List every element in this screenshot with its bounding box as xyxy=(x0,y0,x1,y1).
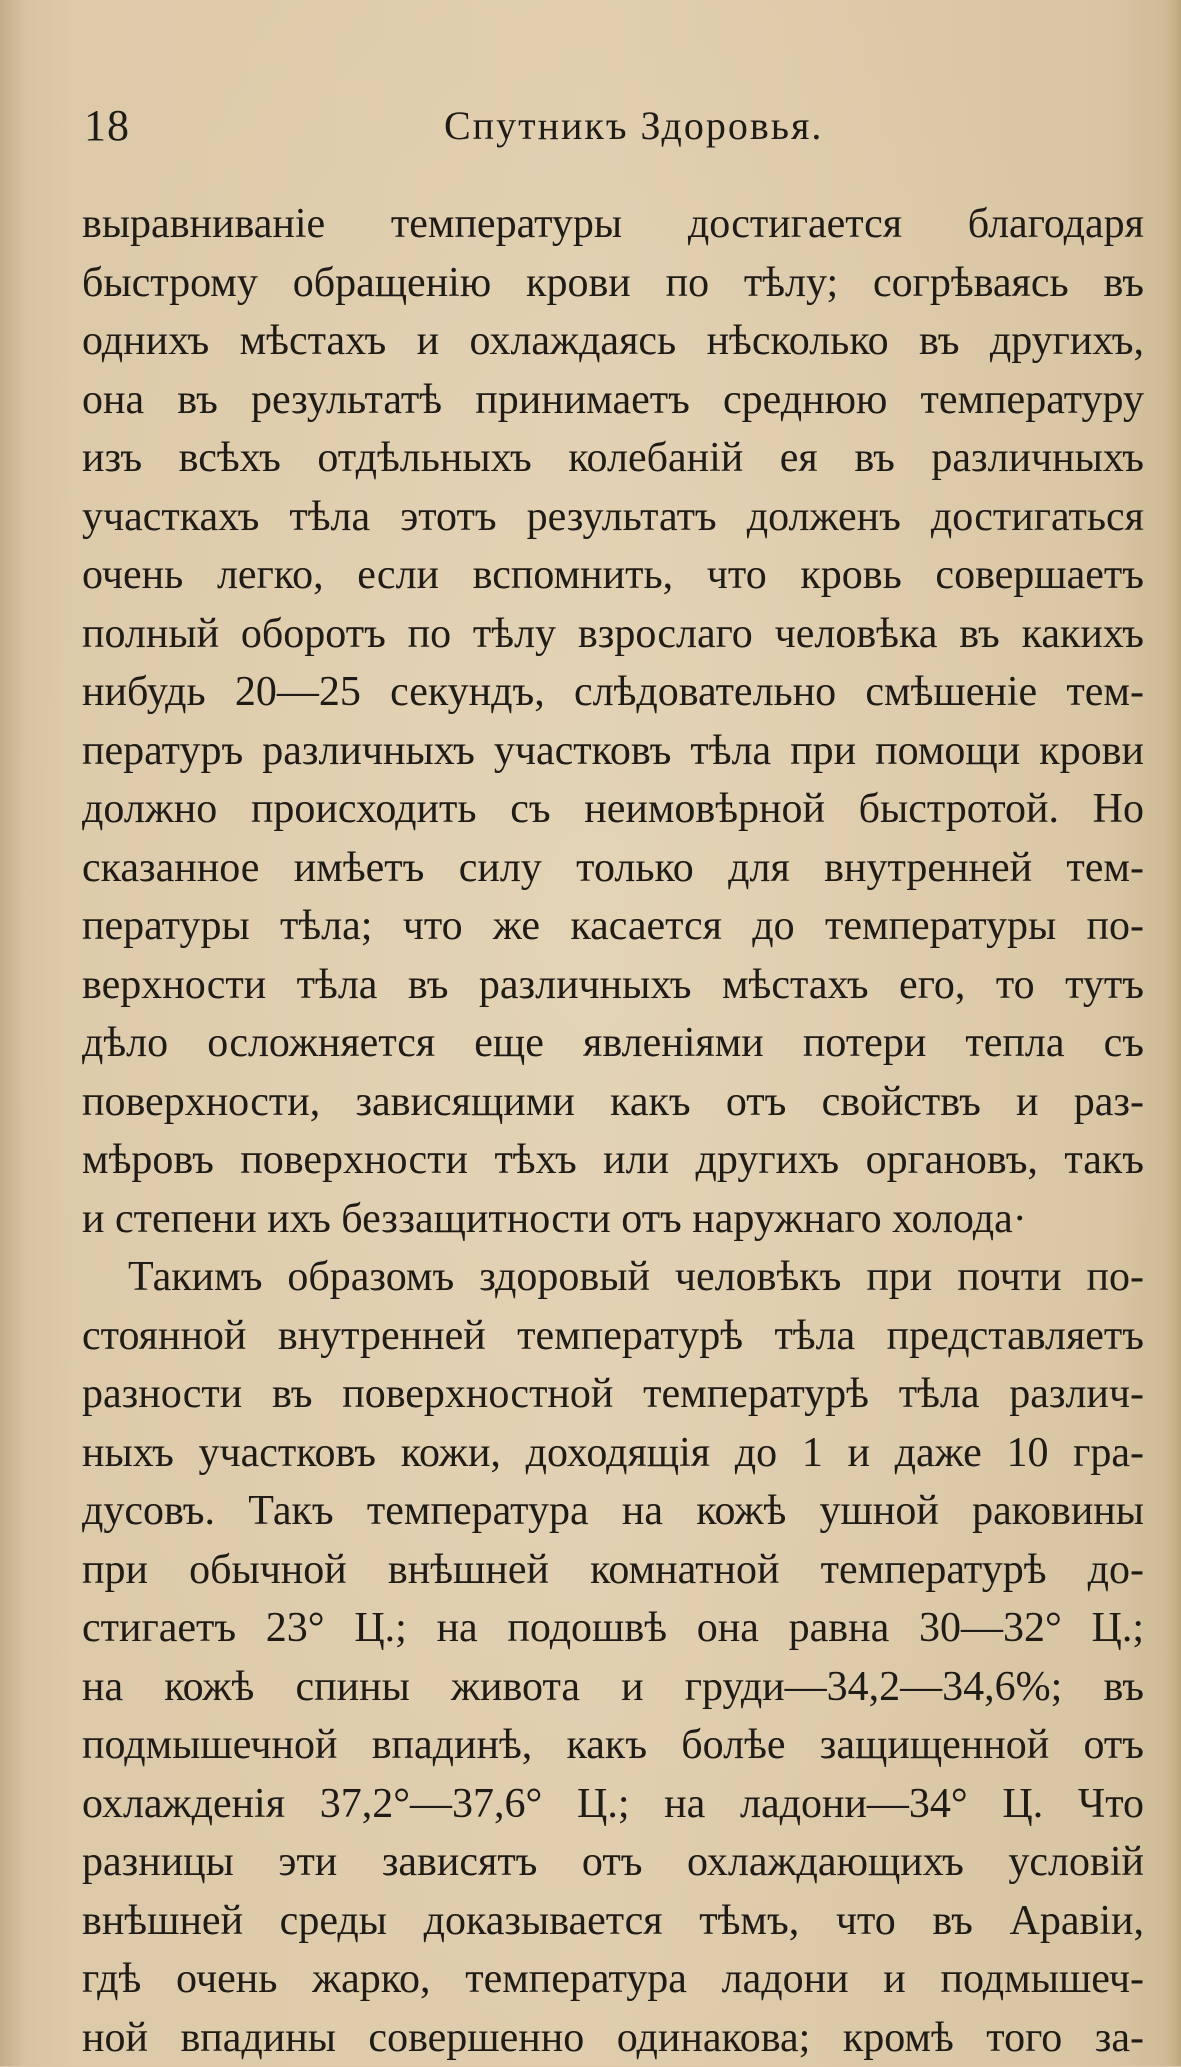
page-fold-shadow xyxy=(0,0,24,2066)
text-line: дусовъ. Такъ температура на кожѣ ушной раковины xyxy=(82,1482,1144,1541)
text-line: полный оборотъ по тѣлу взрослаго человѣка въ какихъ xyxy=(82,605,1144,664)
text-line: охлажденiя 37,2°—37,6° Ц.; на ладони—34° Ц. Что xyxy=(82,1775,1144,1834)
text-line: разницы эти зависятъ отъ охлаждающихъ условiй xyxy=(82,1833,1144,1892)
body-text xyxy=(82,195,1144,2067)
page-header xyxy=(84,96,1144,156)
text-line: подмышечной впадинѣ, какъ болѣе защищенной отъ xyxy=(82,1716,1144,1775)
text-line: участкахъ тѣла этотъ результатъ долженъ достигаться xyxy=(82,488,1144,547)
text-line: должно происходить съ неимовѣрной быстротой. Но xyxy=(82,780,1144,839)
text-line: стоянной внутренней температурѣ тѣла представляетъ xyxy=(82,1307,1144,1366)
text-line: поверхности, зависящими какъ отъ свойствъ и раз- xyxy=(82,1073,1144,1132)
text-line: разности въ поверхностной температурѣ тѣла различ- xyxy=(82,1365,1144,1424)
text-line: она въ результатѣ принимаетъ среднюю температуру xyxy=(82,371,1144,430)
text-line: внѣшней среды доказывается тѣмъ, что въ Аравiи, xyxy=(82,1892,1144,1951)
text-line: однихъ мѣстахъ и охлаждаясь нѣсколько въ другихъ, xyxy=(82,312,1144,371)
text-line: изъ всѣхъ отдѣльныхъ колебанiй ея въ различныхъ xyxy=(82,429,1144,488)
text-line: ныхъ участковъ кожи, доходящiя до 1 и даже 10 гра- xyxy=(82,1424,1144,1483)
text-line: на кожѣ спины живота и груди—34,2—34,6%; въ xyxy=(82,1658,1144,1717)
text-line: мѣровъ поверхности тѣхъ или другихъ органовъ, такъ xyxy=(82,1131,1144,1190)
running-title: Спутникъ Здоровья. xyxy=(444,96,823,156)
page-number: 18 xyxy=(84,96,130,156)
text-line: гдѣ очень жарко, температура ладони и подмышеч- xyxy=(82,1950,1144,2009)
text-line: очень легко, если вспомнить, что кровь совершаетъ xyxy=(82,546,1144,605)
text-line: Такимъ образомъ здоровый человѣкъ при почти по- xyxy=(82,1248,1144,1307)
paragraph-1 xyxy=(82,195,1144,1248)
text-line: нибудь 20—25 секундъ, слѣдовательно смѣшенiе тем- xyxy=(82,663,1144,722)
text-line: быстрому обращенiю крови по тѣлу; согрѣваясь въ xyxy=(82,254,1144,313)
text-line: ной впадины совершенно одинакова; кромѣ того за- xyxy=(82,2009,1144,2067)
text-line: верхности тѣла въ различныхъ мѣстахъ его, то тутъ xyxy=(82,956,1144,1015)
text-line: и степени ихъ беззащитности отъ наружнаго холода· xyxy=(82,1190,1144,1249)
page-edge xyxy=(1165,0,1181,2066)
text-line: пературы тѣла; что же касается до температуры по- xyxy=(82,897,1144,956)
paragraph-2 xyxy=(82,1248,1144,2067)
text-line: при обычной внѣшней комнатной температурѣ до- xyxy=(82,1541,1144,1600)
text-line: пературъ различныхъ участковъ тѣла при помощи крови xyxy=(82,722,1144,781)
text-line: стигаетъ 23° Ц.; на подошвѣ она равна 30—32° Ц.; xyxy=(82,1599,1144,1658)
text-line: сказанное имѣетъ силу только для внутренней тем- xyxy=(82,839,1144,898)
text-line: дѣло осложняется еще явленiями потери тепла съ xyxy=(82,1014,1144,1073)
text-line: выравниванiе температуры достигается благодаря xyxy=(82,195,1144,254)
